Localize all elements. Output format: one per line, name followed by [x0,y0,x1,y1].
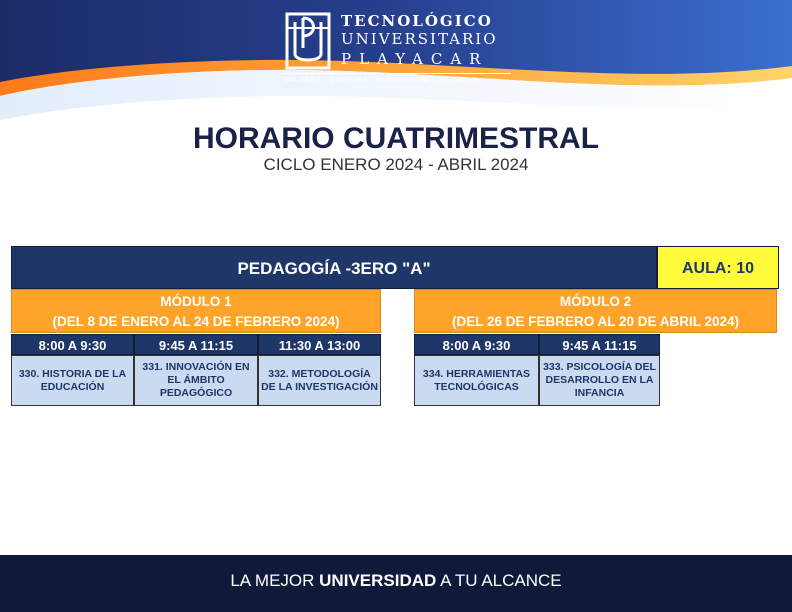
logo-tagline: VALORES · CULTURA · VANGUARDIA EDUCATIVA [283,73,511,84]
time-slot-m2-2: 9:45 A 11:15 [539,334,660,355]
footer-text-strong: UNIVERSIDAD [319,571,437,590]
time-slot-m1-3: 11:30 A 13:00 [258,334,381,355]
module-2-header [414,289,777,333]
logo-text-line-3: PLAYACAR [341,50,489,68]
logo-text-line-1: TECNOLÓGICO [341,12,493,30]
page-subtitle: CICLO ENERO 2024 - ABRIL 2024 [263,155,529,174]
module-1-dates: (DEL 8 DE ENERO AL 24 DE FEBRERO 2024) [52,314,340,329]
module-2-title: MÓDULO 2 [559,294,632,309]
time-slot-m1-1: 8:00 A 9:30 [11,334,134,355]
subject-cell-m1-1: 330. HISTORIA DE LA EDUCACIÓN [11,355,134,406]
schedule-table [11,246,779,406]
footer-text-post: A TU ALCANCE [436,571,562,590]
university-monogram-icon [283,10,333,74]
logo-text-line-2: UNIVERSITARIO [341,30,498,48]
university-logo [283,10,518,86]
footer-text-pre: LA MEJOR [230,571,320,590]
program-header: PEDAGOGÍA -3ERO "A" [11,246,657,289]
subject-cell-m1-3: 332. METODOLOGÍA DE LA INVESTIGACIÓN [258,355,381,406]
classroom-badge: AULA: 10 [657,246,779,289]
footer-slogan [0,555,792,612]
module-1-header [11,289,381,333]
module-1-title: MÓDULO 1 [160,294,232,309]
subject-cell-m2-1: 334. HERRAMIENTAS TECNOLÓGICAS [414,355,539,406]
subject-cell-m2-2: 333. PSICOLOGÍA DEL DESARROLLO EN LA INFANCIA [539,355,660,406]
subject-cell-m1-2: 331. INNOVACIÓN EN EL ÁMBITO PEDAGÓGICO [134,355,258,406]
module-2-dates: (DEL 26 DE FEBRERO AL 20 DE ABRIL 2024) [451,314,740,329]
time-slot-m2-1: 8:00 A 9:30 [414,334,539,355]
time-slot-m1-2: 9:45 A 11:15 [134,334,258,355]
page-title: HORARIO CUATRIMESTRAL [192,122,600,155]
